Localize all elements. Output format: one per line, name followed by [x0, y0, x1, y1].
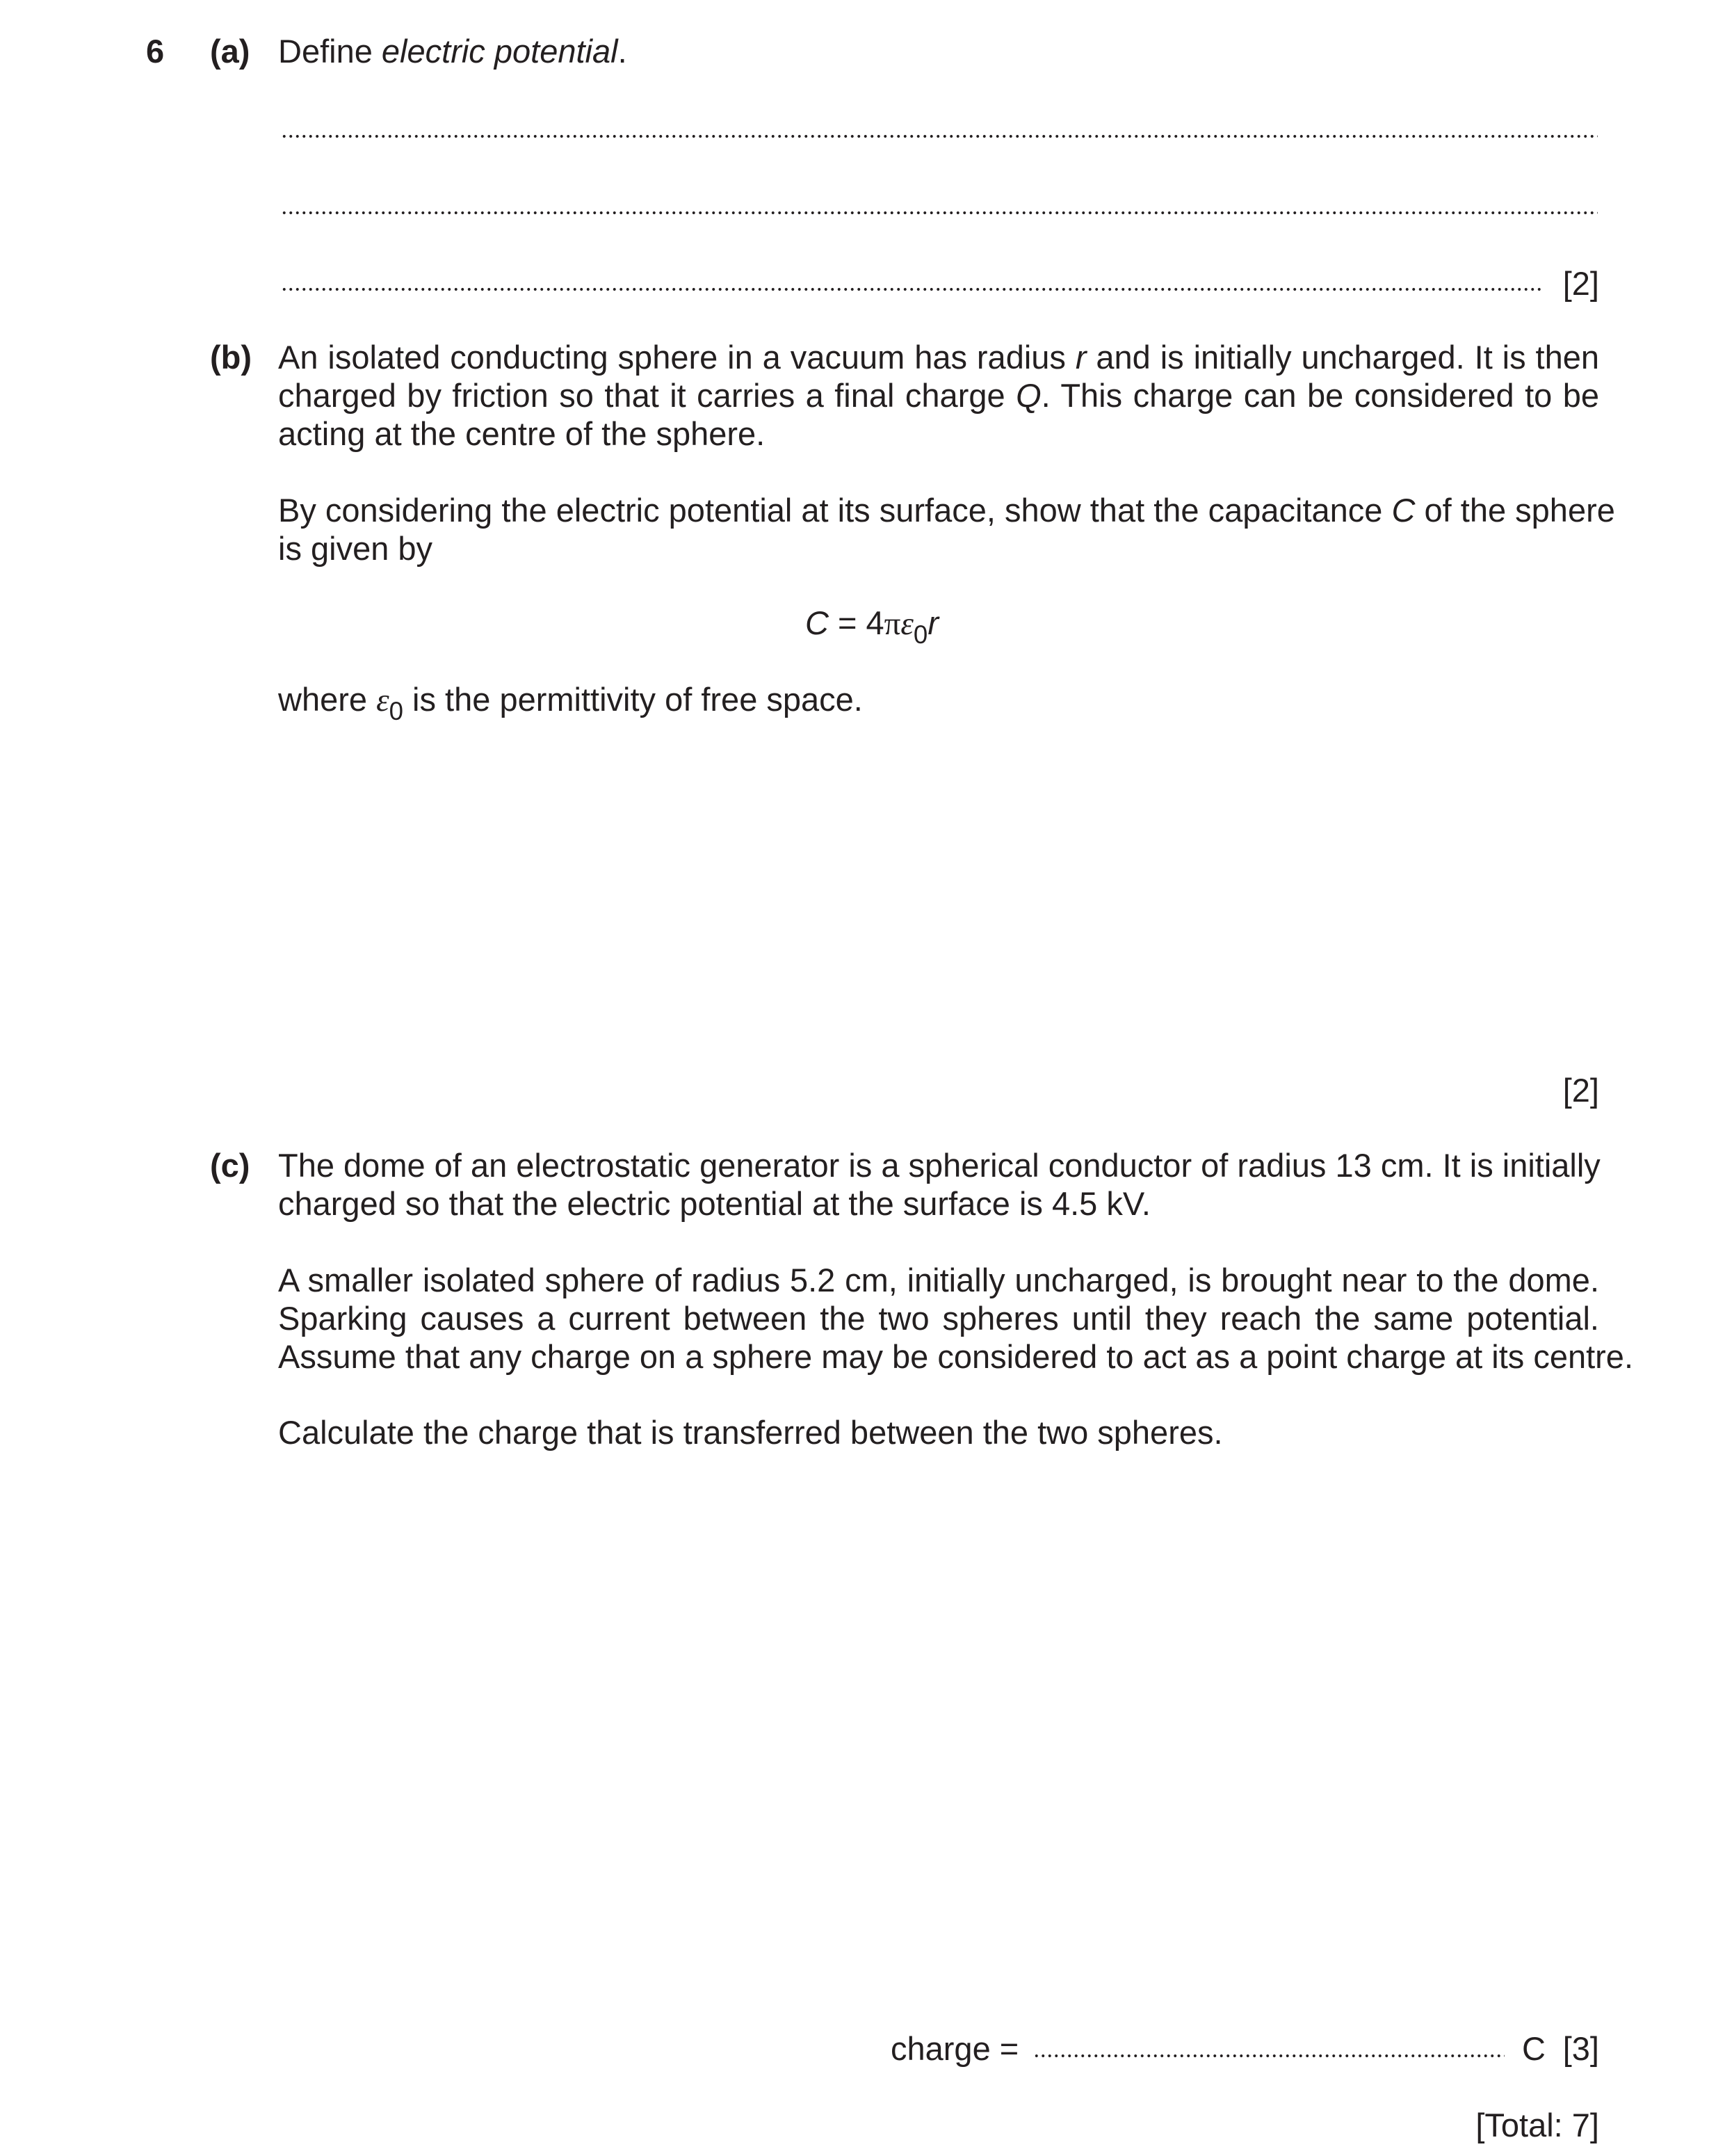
- part-b-p2-line-1: By considering the electric potential at its surface, show that the capacitance C of the sphere: [278, 492, 1615, 529]
- question-number: 6: [146, 33, 165, 70]
- part-c-label: (c): [210, 1147, 250, 1184]
- part-b-marks: [2]: [1562, 1072, 1599, 1109]
- part-c-paragraph-3: Calculate the charge that is transferred between the two spheres.: [278, 1414, 1223, 1451]
- part-b-p1-line-1: An isolated conducting sphere in a vacuum has radius r and is initially uncharged. It is then: [278, 339, 1599, 376]
- answer-line-a1[interactable]: [281, 134, 1598, 138]
- part-a-prompt-term: electric potential: [381, 33, 618, 70]
- part-b-paragraph-2: [278, 491, 1615, 568]
- part-c-p2-line-2: Sparking causes a current between the two spheres until they reach the same potential.: [278, 1300, 1599, 1337]
- charge-answer-label: charge =: [891, 2030, 1019, 2067]
- part-c-p1-line-1: The dome of an electrostatic generator is a spherical conductor of radius 13 cm. It is initially: [278, 1147, 1601, 1184]
- part-c-p2-line-1: A smaller isolated sphere of radius 5.2 cm, initially uncharged, is brought near to the dome.: [278, 1262, 1599, 1298]
- part-a-prompt-prefix: Define: [278, 33, 382, 70]
- part-b-paragraph-1: [278, 338, 1599, 453]
- permittivity-note: where $\varepsilon_0$ is the permittivity of free space.: [278, 681, 863, 725]
- part-b-p1-line-3: acting at the centre of the sphere.: [278, 415, 766, 452]
- part-c-paragraph-2: [278, 1261, 1634, 1376]
- working-area-c[interactable]: [278, 1474, 1599, 2003]
- part-c-marks: [3]: [1562, 2030, 1599, 2067]
- charge-unit: C: [1522, 2030, 1546, 2067]
- answer-line-a2[interactable]: [281, 211, 1598, 215]
- part-a-prompt-suffix: .: [617, 33, 627, 70]
- part-a-label: (a): [210, 33, 250, 70]
- part-b-p2-line-2: is given by: [278, 530, 433, 567]
- part-b-p1-line-2: charged by friction so that it carries a final charge Q. This charge can be considered to be: [278, 377, 1600, 414]
- part-c-p1-line-2: charged so that the electric potential at the surface is 4.5 kV.: [278, 1185, 1151, 1222]
- charge-answer-line[interactable]: [1033, 2054, 1505, 2058]
- part-a-marks: [2]: [1562, 265, 1599, 302]
- capacitance-formula: $C = 4\pi\varepsilon_0r$: [805, 604, 939, 649]
- part-a-prompt: [278, 32, 627, 70]
- part-c-paragraph-1: [278, 1146, 1599, 1223]
- part-c-p2-line-3: Assume that any charge on a sphere may be considered to act as a point charge at its centre.: [278, 1338, 1634, 1375]
- working-area-b[interactable]: [278, 737, 1599, 1064]
- part-b-label: (b): [210, 339, 252, 376]
- total-marks: [Total: 7]: [1475, 2107, 1599, 2143]
- answer-line-a3[interactable]: [281, 287, 1541, 291]
